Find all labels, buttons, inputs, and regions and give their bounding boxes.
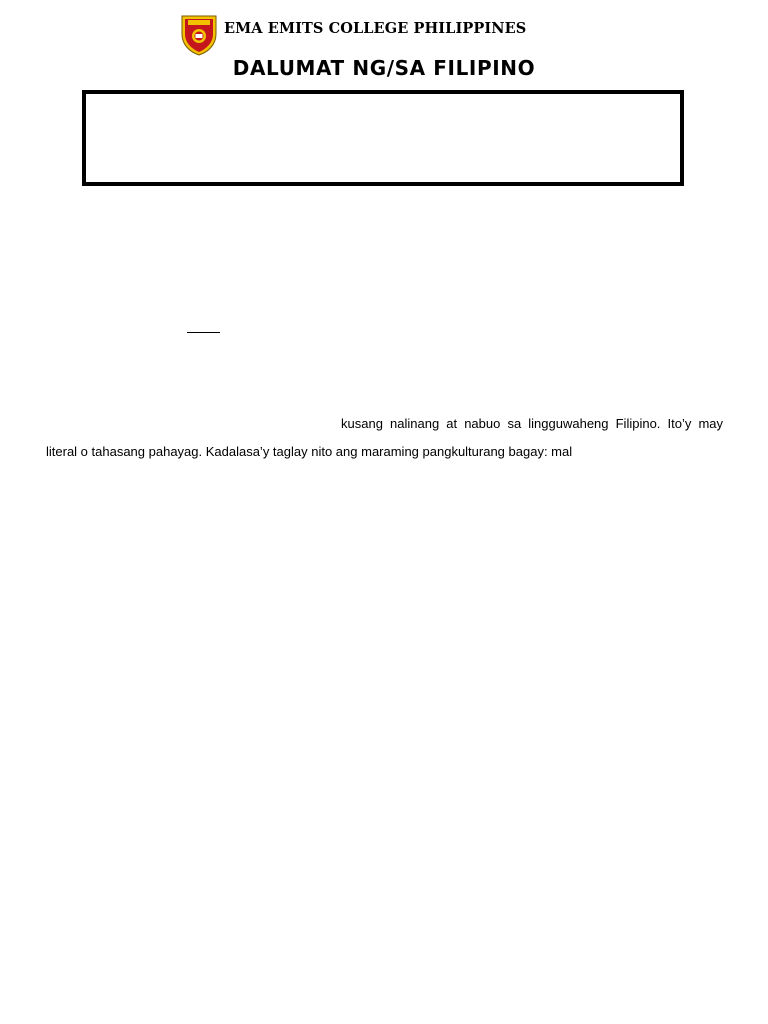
empty-title-box [82,90,684,186]
school-name: EMA EMITS COLLEGE PHILIPPINES [224,20,527,37]
paragraph-line: kusang nalinang at nabuo sa lingguwaheng Filipino. Ito’y may [341,416,723,431]
document-header [180,14,580,56]
document-title: DALUMAT NG/SA FILIPINO [232,56,536,80]
blank-underline [187,332,220,333]
school-shield-logo-icon [180,14,218,56]
paragraph-line: literal o tahasang pahayag. Kadalasa’y taglay nito ang maraming pangkulturang bagay: mal [46,444,573,459]
